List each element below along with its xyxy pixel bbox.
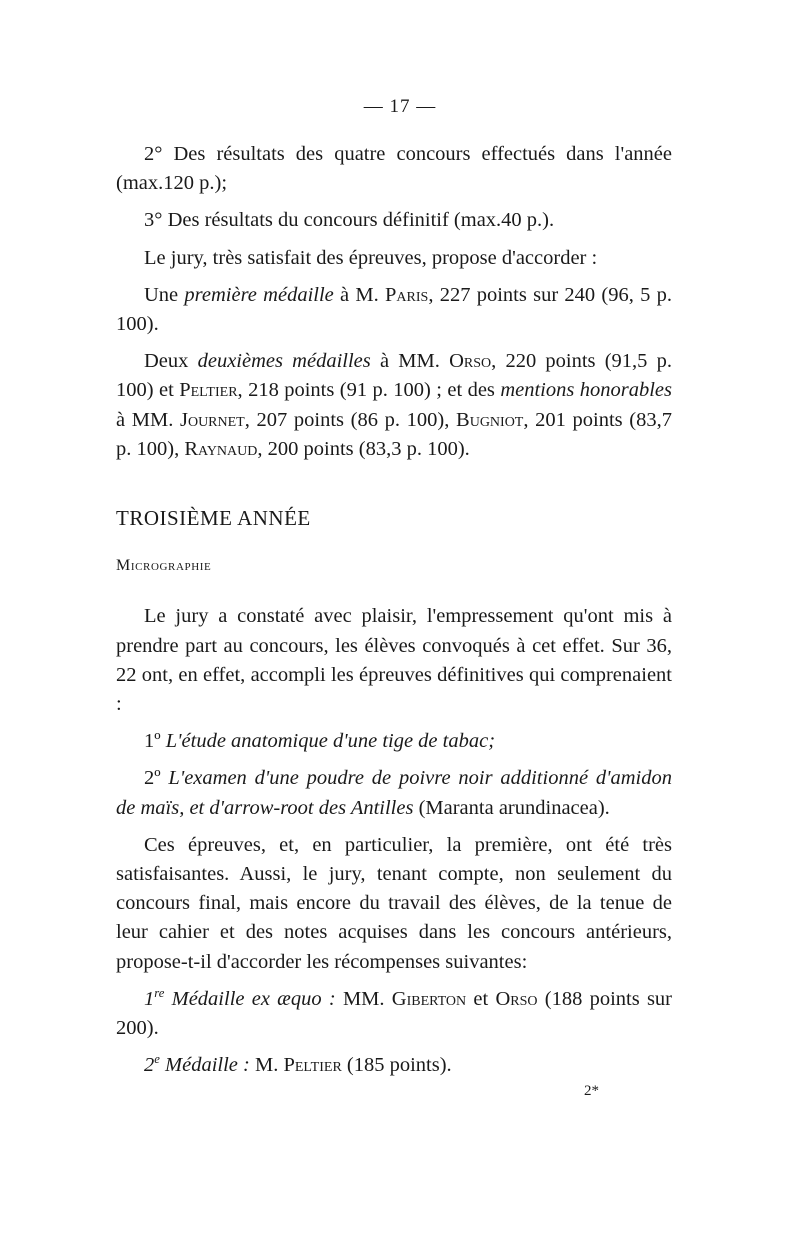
text-run: 1º: [144, 730, 166, 753]
paragraph-item-3: [116, 206, 672, 235]
text-run: , 218 points (91 p. 100) ; et des: [237, 379, 501, 402]
text-run: (Maranta arundinacea).: [413, 796, 610, 819]
name-giberton: Giberton: [391, 987, 467, 1010]
name-peltier: Peltier: [179, 379, 238, 402]
text-run: 3° Des résultats du concours définitif (max.40 p.).: [144, 209, 555, 232]
paragraph-item-2: [116, 140, 672, 198]
italic-run: Médaille :: [159, 1054, 250, 1077]
text-run: MM.: [335, 987, 392, 1010]
text-run: 2º: [144, 767, 169, 790]
name-orso: Orso: [495, 987, 538, 1010]
text-run: M.: [249, 1054, 284, 1077]
text-run: , 220 points (91,5 p. 100) et: [116, 350, 672, 402]
text-run: et: [466, 987, 496, 1010]
superscript: e: [154, 1052, 160, 1067]
paragraph-award-2: [116, 1051, 672, 1080]
name-orso: Orso: [449, 350, 492, 373]
paragraph-first-medal: [116, 281, 672, 339]
text-run: (185 points).: [341, 1054, 452, 1077]
text-run: Le jury, très satisfait des épreuves, propose d'accorder :: [144, 246, 598, 269]
text-run: à MM.: [370, 350, 450, 373]
name-journet: Journet: [179, 408, 245, 431]
italic-run: Médaille ex æquo :: [164, 987, 336, 1010]
text-run: Une: [144, 283, 185, 306]
text-run: 2° Des résultats des quatre concours effectués dans l'année (max.120 p.);: [116, 143, 672, 195]
paragraph-award-1: [116, 985, 672, 1043]
body-text: [116, 140, 672, 1088]
paragraph-test-2: [116, 764, 672, 822]
italic-run: 2: [144, 1054, 155, 1077]
italic-run: mentions honorables: [500, 379, 672, 402]
text-run: , 200 points (83,3 p. 100).: [257, 437, 470, 460]
text-run: Le jury a constaté avec plaisir, l'empressement qu'ont mis à prendre part au concours, les élèves convoqués à cet effet. Sur 36, 22 ont, en effet, accompli les épreuves définitives qui comprenaient :: [116, 605, 672, 716]
name-paris: Paris: [385, 283, 429, 306]
name-bugniot: Bugniot: [456, 408, 524, 431]
text-run: , 201 points (83,7 p. 100),: [116, 408, 673, 460]
italic-run: première médaille: [184, 283, 334, 306]
signature-mark: 2*: [584, 1083, 599, 1099]
paragraph-test-1: [116, 727, 672, 756]
italic-run: L'examen d'une poudre de poivre noir additionné d'amidon de maïs, et d'arrow-root des Antilles: [116, 767, 672, 819]
text-run: à MM.: [116, 408, 180, 431]
section-heading: TROISIÈME ANNÉE: [116, 506, 311, 531]
text-run: Ces épreuves, et, en particulier, la première, ont été très satisfaisantes. Aussi, le jury, tenant compte, non seulement du concours final, mais encore du travail des élèves, de la tenue de leur cahier et des notes acquises dans les concours antérieurs, propose-t-il d'accorder les récompenses suivantes:: [116, 833, 672, 973]
italic-run: deuxièmes médailles: [197, 350, 371, 373]
paragraph-intro: [116, 602, 672, 719]
italic-run: 1: [144, 987, 155, 1010]
text-run: Deux: [144, 350, 198, 373]
name-peltier: Peltier: [283, 1054, 342, 1077]
paragraph-results: [116, 831, 672, 977]
name-raynaud: Raynaud: [184, 437, 258, 460]
text-run: à M.: [333, 283, 385, 306]
text-run: (188 points sur 200).: [116, 987, 672, 1040]
superscript: re: [154, 986, 165, 1001]
italic-run: L'étude anatomique d'une tige de tabac;: [165, 730, 496, 753]
section-subheading: Micrographie: [116, 557, 212, 575]
paragraph-second-medals: [116, 347, 672, 464]
page-number: — 17 —: [363, 96, 437, 117]
paragraph-proposal: [116, 244, 672, 273]
text-run: , 227 points sur 240 (96, 5 p. 100).: [116, 283, 673, 336]
text-run: , 207 points (86 p. 100),: [244, 408, 457, 431]
